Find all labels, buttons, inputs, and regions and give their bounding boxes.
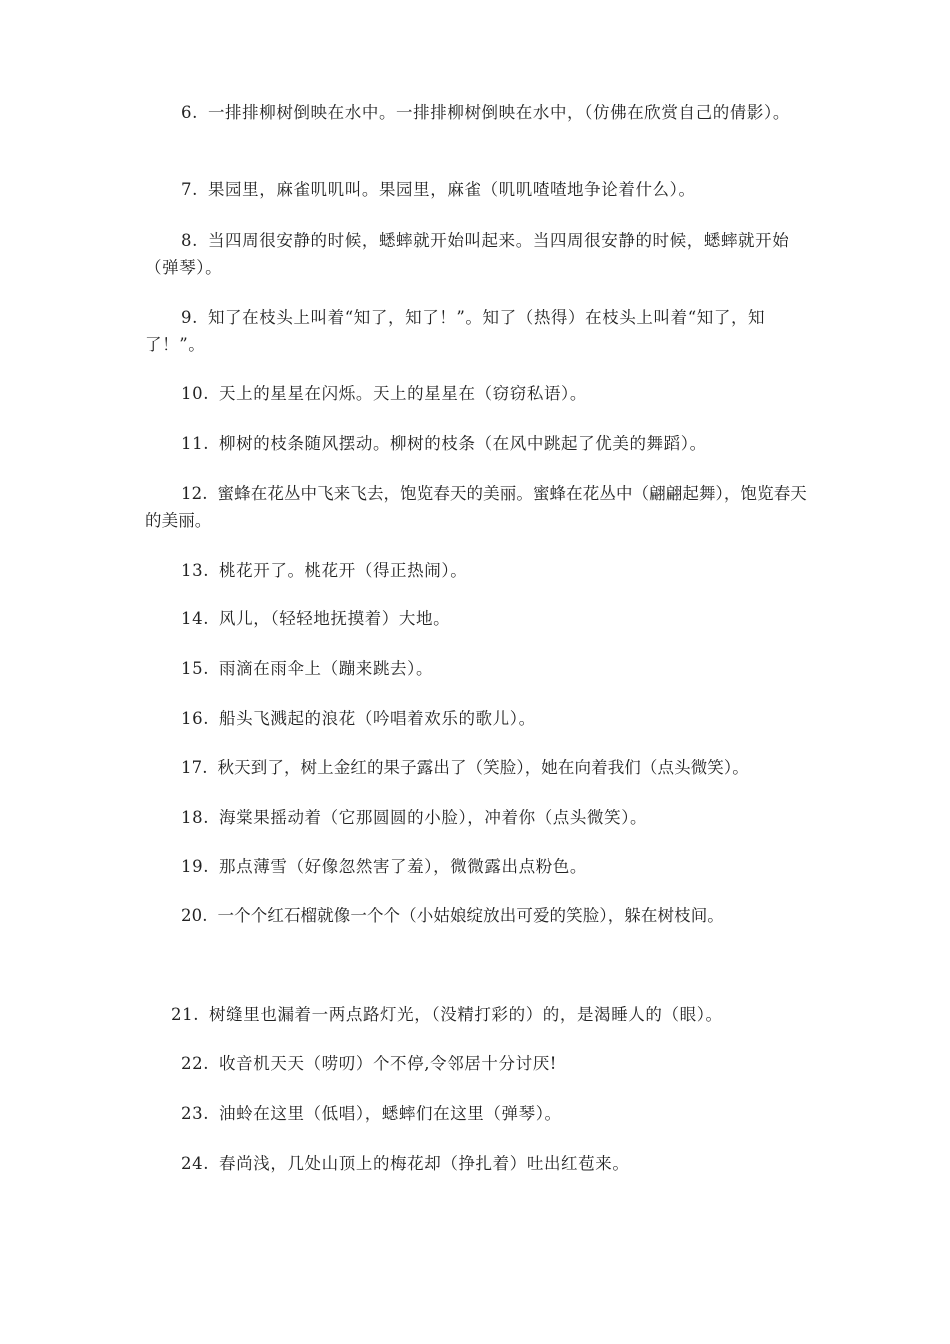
item-number: 20. xyxy=(181,906,208,925)
list-item xyxy=(145,557,810,584)
item-text: 船头飞溅起的浪花（吟唱着欢乐的歌儿）。 xyxy=(219,709,536,728)
item-text: 一排排柳树倒映在水中。一排排柳树倒映在水中，（仿佛在欣赏自己的倩影）。 xyxy=(207,103,790,122)
list-item xyxy=(145,1001,810,1028)
item-number: 19. xyxy=(181,857,210,876)
item-number: 13. xyxy=(181,561,210,580)
list-item xyxy=(145,304,810,358)
item-text: 春尚浅，几处山顶上的梅花却（挣扎着）吐出红苞来。 xyxy=(219,1154,630,1173)
list-item xyxy=(145,902,810,929)
item-text: 柳树的枝条随风摆动。柳树的枝条（在风中跳起了优美的舞蹈）。 xyxy=(219,434,707,453)
item-text: 一个个红石榴就像一个个（小姑娘绽放出可爱的笑脸），躲在树枝间。 xyxy=(217,906,724,925)
item-text: 收音机天天（唠叨）个不停,令邻居十分讨厌! xyxy=(219,1054,558,1073)
item-number: 23. xyxy=(181,1104,210,1123)
item-number: 12. xyxy=(181,484,208,503)
item-text: 树缝里也漏着一两点路灯光，（没精打彩的）的，是渴睡人的（眼）。 xyxy=(209,1005,723,1024)
item-text: 风儿，（轻轻地抚摸着）大地。 xyxy=(219,609,451,628)
item-text: 知了在枝头上叫着“知了，知了！”。知了（热得）在枝头上叫着“知了，知了！”。 xyxy=(145,308,766,354)
item-text: 蜜蜂在花丛中飞来飞去，饱览春天的美丽。蜜蜂在花丛中（翩翩起舞），饱览春天的美丽。 xyxy=(145,484,807,530)
list-item xyxy=(145,480,810,534)
item-number: 16. xyxy=(181,709,210,728)
list-item xyxy=(145,1150,810,1177)
item-number: 14. xyxy=(181,609,210,628)
item-text: 油蛉在这里（低唱），蟋蟀们在这里（弹琴）。 xyxy=(219,1104,562,1123)
item-number: 24. xyxy=(181,1154,210,1173)
item-text: 当四周很安静的时候，蟋蟀就开始叫起来。当四周很安静的时候，蟋蟀就开始（弹琴）。 xyxy=(145,231,790,277)
item-number: 6. xyxy=(181,103,198,122)
list-item xyxy=(145,605,810,632)
item-number: 17. xyxy=(181,758,208,777)
item-number: 9. xyxy=(181,308,198,327)
list-item xyxy=(145,380,810,407)
list-item xyxy=(145,853,810,880)
item-number: 11. xyxy=(181,434,210,453)
list-item xyxy=(145,705,810,732)
list-item xyxy=(145,227,810,281)
item-text: 天上的星星在闪烁。天上的星星在（窃窃私语）。 xyxy=(219,384,587,403)
list-item xyxy=(145,1100,810,1127)
list-item xyxy=(145,1050,810,1077)
list-item xyxy=(145,176,810,203)
item-text: 秋天到了，树上金红的果子露出了（笑脸），她在向着我们（点头微笑）。 xyxy=(217,758,749,777)
item-number: 21. xyxy=(171,1005,200,1024)
list-item xyxy=(145,754,810,781)
list-item xyxy=(145,430,810,457)
list-item xyxy=(145,99,810,126)
item-number: 7. xyxy=(181,180,198,199)
item-text: 桃花开了。桃花开（得正热闹）。 xyxy=(219,561,468,580)
item-number: 10. xyxy=(181,384,210,403)
item-text: 雨滴在雨伞上（蹦来跳去）。 xyxy=(219,659,434,678)
item-number: 22. xyxy=(181,1054,210,1073)
item-number: 8. xyxy=(181,231,198,250)
item-number: 15. xyxy=(181,659,210,678)
item-text: 果园里，麻雀叽叽叫。果园里，麻雀（叽叽喳喳地争论着什么）。 xyxy=(207,180,696,199)
list-item xyxy=(145,804,810,831)
item-text: 海棠果摇动着（它那圆圆的小脸），冲着你（点头微笑）。 xyxy=(219,808,648,827)
item-number: 18. xyxy=(181,808,210,827)
item-text: 那点薄雪（好像忽然害了羞），微微露出点粉色。 xyxy=(219,857,587,876)
list-item xyxy=(145,655,810,682)
